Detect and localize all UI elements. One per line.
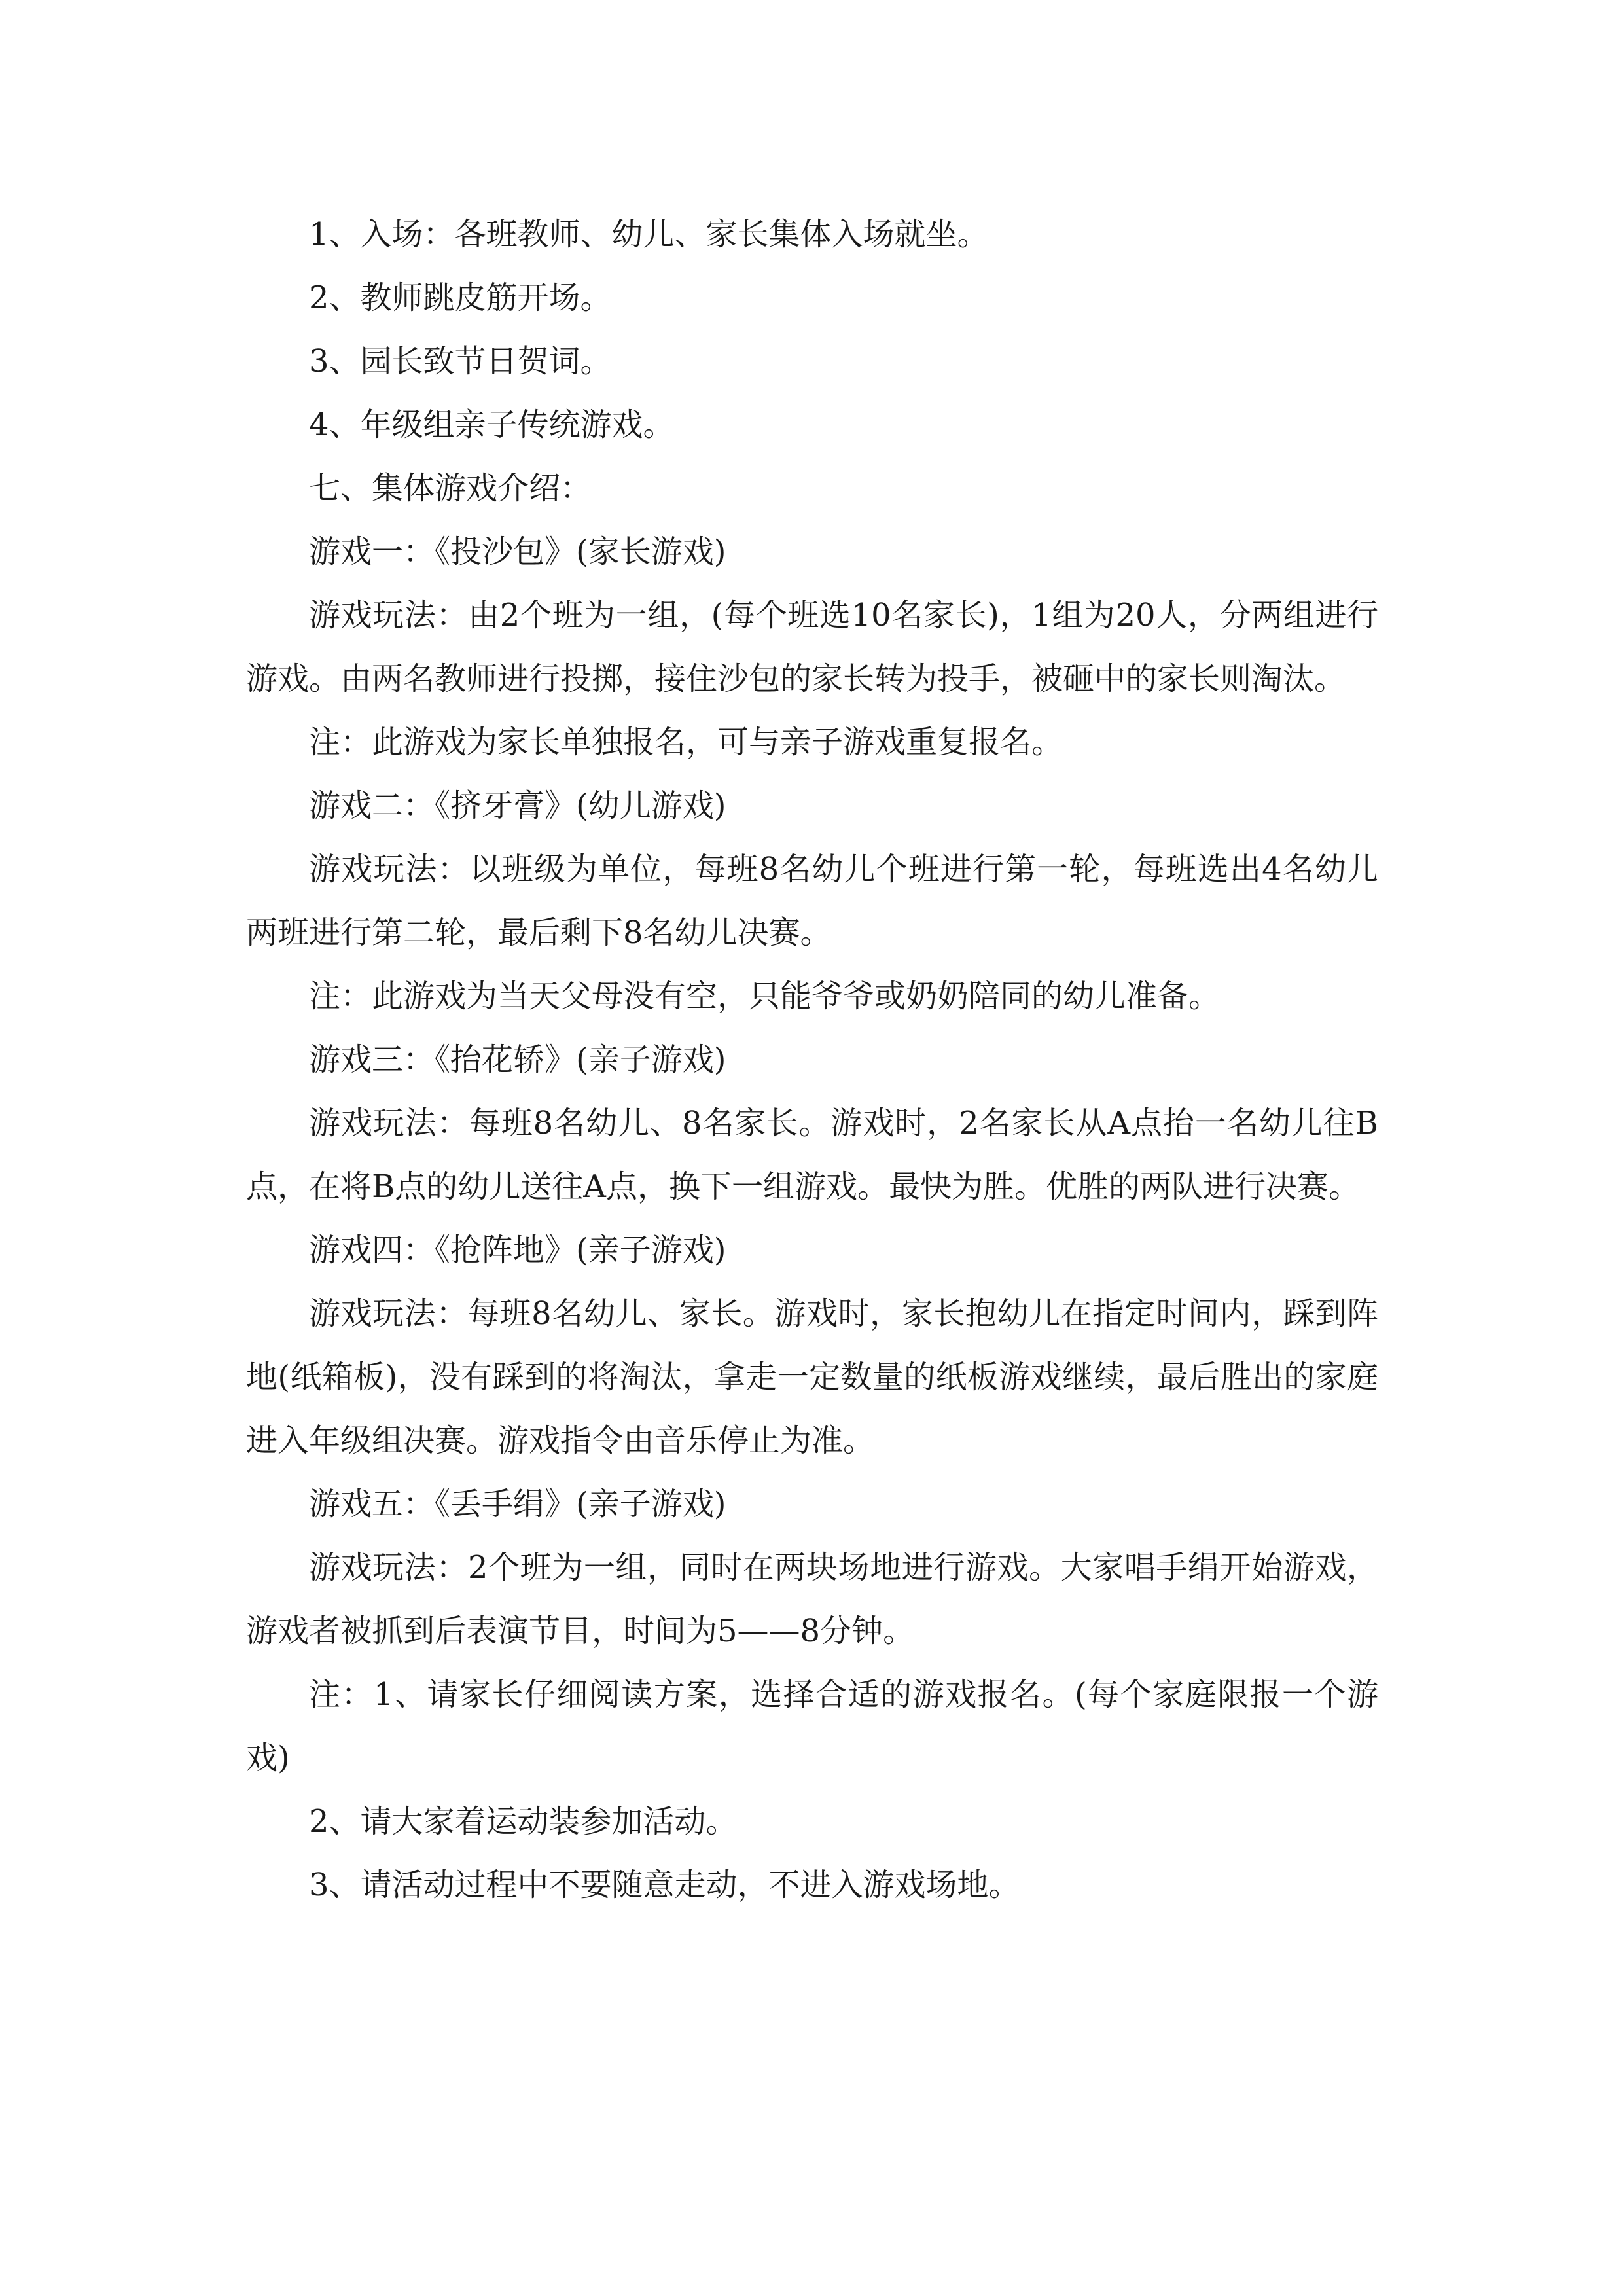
game-4-rules: 游戏玩法：每班8名幼儿、家长。游戏时，家长抱幼儿在指定时间内，踩到阵地(纸箱板)，没有踩到的将淘汰，拿走一定数量的纸板游戏继续，最后胜出的家庭进入年级组决赛。游戏指令由音乐停止为准。 [246,1295,1378,1459]
game-1-note: 注：此游戏为家长单独报名，可与亲子游戏重复报名。 [309,724,1063,761]
game-2-note: 注：此游戏为当天父母没有空，只能爷爷或奶奶陪同的幼儿准备。 [309,978,1221,1014]
note-3: 3、请活动过程中不要随意走动，不进入游戏场地。 [309,1867,1020,1903]
paragraph-games: 4、年级组亲子传统游戏。 [309,406,675,443]
paragraph-speech: 3、园长致节日贺词。 [309,343,612,380]
game-2-rules: 游戏玩法：以班级为单位，每班8名幼儿个班进行第一轮，每班选出4名幼儿两班进行第二轮，最后剩下8名幼儿决赛。 [246,851,1378,951]
game-5-title: 游戏五：《丢手绢》(亲子游戏) [309,1486,726,1522]
note-2: 2、请大家着运动装参加活动。 [309,1803,738,1840]
game-4-title: 游戏四：《抢阵地》(亲子游戏) [309,1232,726,1268]
game-3-title: 游戏三：《抬花轿》(亲子游戏) [309,1041,726,1078]
note-1: 注：1、请家长仔细阅读方案，选择合适的游戏报名。(每个家庭限报一个游戏) [246,1676,1378,1776]
game-1-title: 游戏一：《投沙包》(家长游戏) [309,533,726,570]
game-3-rules: 游戏玩法：每班8名幼儿、8名家长。游戏时，2名家长从A点抬一名幼儿往B点，在将B点的幼儿送往A点，换下一组游戏。最快为胜。优胜的两队进行决赛。 [246,1105,1378,1205]
game-2-title: 游戏二：《挤牙膏》(幼儿游戏) [309,787,726,824]
document-body [246,203,1378,1917]
game-1-rules: 游戏玩法：由2个班为一组，(每个班选10名家长)，1组为20人，分两组进行游戏。由两名教师进行投掷，接住沙包的家长转为投手，被砸中的家长则淘汰。 [246,597,1378,697]
game-5-rules: 游戏玩法：2个班为一组，同时在两块场地进行游戏。大家唱手绢开始游戏，游戏者被抓到后表演节目，时间为5——8分钟。 [246,1549,1378,1649]
paragraph-opening: 2、教师跳皮筋开场。 [309,279,612,316]
paragraph-entrance: 1、入场：各班教师、幼儿、家长集体入场就坐。 [309,216,989,253]
section-heading: 七、集体游戏介绍： [309,470,592,507]
